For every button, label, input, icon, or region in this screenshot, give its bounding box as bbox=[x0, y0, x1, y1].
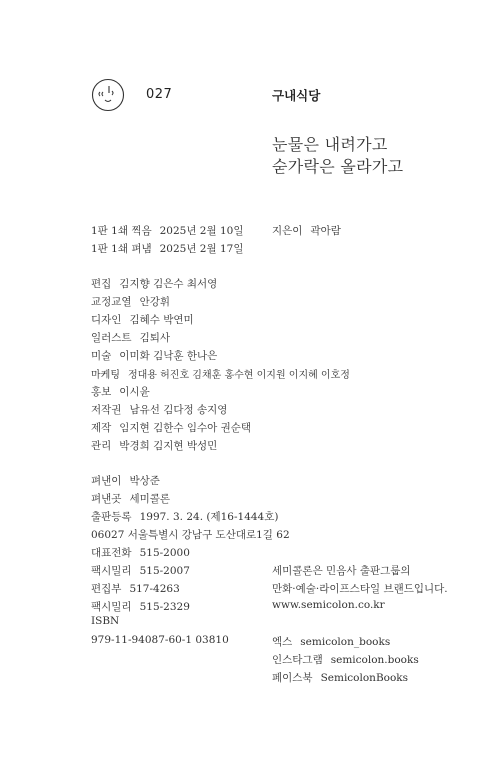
staff-role: 교정교열 bbox=[91, 296, 132, 308]
social-handle[interactable]: semicolon_books bbox=[300, 636, 391, 648]
imprint-line2: 만화·예술·라이프스타일 브랜드입니다. bbox=[272, 583, 448, 595]
social-label: 인스타그램 bbox=[272, 654, 323, 666]
isbn-label: ISBN bbox=[91, 615, 120, 627]
staff-names: 이시윤 bbox=[119, 386, 150, 398]
publisher-label: 대표전화 bbox=[91, 547, 132, 559]
edition-row bbox=[91, 241, 243, 256]
staff-row bbox=[91, 384, 150, 399]
staff-row bbox=[91, 276, 217, 291]
staff-row bbox=[91, 330, 170, 345]
publisher-value: 1997. 3. 24. (제16-1444호) bbox=[139, 511, 279, 523]
staff-names: 남유선 김다정 송지영 bbox=[129, 404, 228, 416]
staff-role: 편집 bbox=[91, 278, 112, 290]
book-title-line1: 눈물은 내려가고 bbox=[272, 135, 388, 154]
publisher-row bbox=[91, 599, 190, 614]
staff-names: 김퇴사 bbox=[139, 332, 171, 344]
isbn-value: 979-11-94087-60-1 03810 bbox=[91, 634, 229, 646]
publisher-label: 편집부 bbox=[91, 583, 122, 595]
staff-role: 관리 bbox=[91, 440, 112, 452]
staff-row bbox=[91, 366, 350, 381]
staff-role: 마케팅 bbox=[91, 370, 120, 381]
publisher-value: 517-4263 bbox=[129, 583, 180, 595]
publisher-value: 515-2329 bbox=[139, 601, 190, 613]
staff-row bbox=[91, 402, 227, 417]
edition-date: 2025년 2월 17일 bbox=[159, 243, 244, 255]
publisher-label: 출판등록 bbox=[91, 511, 132, 523]
publisher-row bbox=[91, 509, 278, 524]
staff-names: 임지현 김한수 임수아 권순택 bbox=[119, 422, 252, 434]
publisher-row bbox=[91, 581, 180, 596]
social-row bbox=[272, 634, 390, 649]
staff-role: 홍보 bbox=[91, 386, 112, 398]
staff-role: 저작권 bbox=[91, 404, 122, 416]
publisher-label: 팩시밀리 bbox=[91, 601, 132, 613]
series-number: 027 bbox=[146, 87, 173, 102]
author-name: 곽아람 bbox=[310, 225, 341, 237]
website-link[interactable]: www.semicolon.co.kr bbox=[272, 599, 385, 611]
staff-names: 김혜수 박연미 bbox=[129, 314, 194, 326]
social-label: 페이스북 bbox=[272, 672, 313, 684]
staff-role: 디자인 bbox=[91, 314, 122, 326]
publisher-row bbox=[91, 545, 190, 560]
edition-date: 2025년 2월 10일 bbox=[159, 225, 244, 237]
book-title-line2: 숟가락은 올라가고 bbox=[272, 157, 404, 176]
staff-row bbox=[91, 294, 170, 309]
staff-role: 제작 bbox=[91, 422, 112, 434]
author-row bbox=[272, 223, 341, 238]
social-label: 엑스 bbox=[272, 636, 293, 648]
publisher-label: 펴낸곳 bbox=[91, 493, 122, 505]
social-handle[interactable]: SemicolonBooks bbox=[320, 672, 409, 684]
publisher-row bbox=[91, 491, 170, 506]
edition-label: 1판 1쇄 펴냄 bbox=[91, 243, 152, 255]
social-row bbox=[272, 652, 419, 667]
author-label: 지은이 bbox=[272, 225, 303, 237]
staff-names: 이미화 김낙훈 한나은 bbox=[119, 350, 218, 362]
publisher-value: 세미콜론 bbox=[129, 493, 171, 505]
staff-names: 김지향 김은수 최서영 bbox=[119, 278, 218, 290]
staff-names: 박경희 김지현 박성민 bbox=[119, 440, 218, 452]
imprint-line1: 세미콜론은 민음사 출판그룹의 bbox=[272, 565, 411, 577]
series-name: 구내식당 bbox=[272, 88, 321, 103]
series-logo-icon bbox=[91, 78, 125, 112]
edition-label: 1판 1쇄 찍음 bbox=[91, 225, 152, 237]
edition-row bbox=[91, 223, 243, 238]
publisher-row bbox=[91, 473, 160, 488]
staff-row bbox=[91, 438, 217, 453]
publisher-row bbox=[91, 563, 190, 578]
staff-row bbox=[91, 348, 217, 363]
publisher-label: 펴낸이 bbox=[91, 475, 122, 487]
publisher-value: 515-2000 bbox=[139, 547, 190, 559]
social-row bbox=[272, 670, 408, 685]
publisher-value: 515-2007 bbox=[139, 565, 190, 577]
social-handle[interactable]: semicolon.books bbox=[330, 654, 419, 666]
staff-row bbox=[91, 312, 194, 327]
staff-names: 안강휘 bbox=[139, 296, 171, 308]
publisher-label: 팩시밀리 bbox=[91, 565, 132, 577]
publisher-address: 06027 서울특별시 강남구 도산대로1길 62 bbox=[91, 529, 290, 541]
publisher-value: 박상준 bbox=[129, 475, 160, 487]
staff-role: 미술 bbox=[91, 350, 112, 362]
staff-names: 정대용 허진호 김채훈 홍수현 이지원 이지혜 이호정 bbox=[127, 370, 350, 381]
staff-role: 일러스트 bbox=[91, 332, 132, 344]
staff-row bbox=[91, 420, 251, 435]
